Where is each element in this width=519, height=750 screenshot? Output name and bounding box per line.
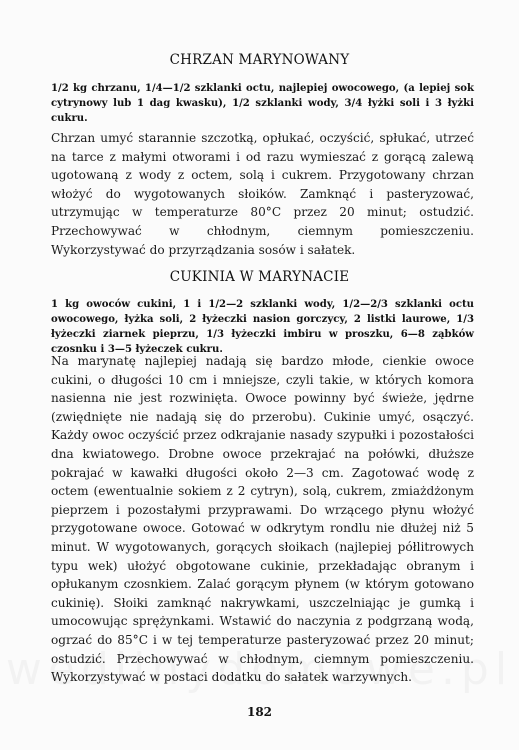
- recipe-ingredients: 1/2 kg chrzanu, 1/4—1/2 szklanki octu, najlepiej owocowego, (a lepiej sok cytrynowy lub 1 dag kwasku), 1/2 szklanki wody, 3/4 łyżki soli i 3 łyżki cukru.: [51, 83, 474, 124]
- recipe-ingredients: 1 kg owoców cukini, 1 i 1/2—2 szklanki wody, 1/2—2/3 szklanki octu owocowego, łyżka soli, 2 łyżeczki nasion gorczycy, 2 listki laurowe, 1/3 łyżeczki ziarnek pieprzu, 1/3 łyżeczki imbiru w proszku, 6—8 ząbków czosnku i 3—5 łyżeczek cukru.: [51, 299, 474, 355]
- recipe-instructions: Chrzan umyć starannie szczotką, opłukać, oczyścić, spłukać, utrzeć na tarce z małymi otworami i od razu wymieszać z gorącą zalewą ugotowaną z wody z octem, solą i cukrem. Przygotowany chrzan włożyć do wygotowanych słoików. Zamknąć i pasteryzować, utrzymując w temperaturze 80°C przez 20 minut; ostudzić. Przechowywać w chłodnym, ciemnym pomieszczeniu. Wykorzystywać do przyrządzania sosów i sałatek.: [51, 131, 474, 257]
- recipe-instructions: Na marynatę najlepiej nadają się bardzo młode, cienkie owoce cukini, o długości 10 cm i mniejsze, czyli takie, w których komora nasienna nie jest rozwinięta. Owoce powinny być świeże, jędrne (zwiędnięte nie nadają się do przerobu). Cukinie umyć, osączyć. Każdy owoc oczyścić przez odkrajanie nasady szypułki i pozostałości dna kwiatowego. Drobne owoce przekrajać na połówki, dłuższe pokrajać w kawałki długości około 2—3 cm. Zagotować wodę z octem (ewentualnie sokiem z 2 cytryn), solą, cukrem, zmiażdżonym pieprzem i pozostałymi przyprawami. Do wrzącego płynu włożyć przygotowane owoce. Gotować w odkrytym rondlu nie dłużej niż 5 minut. W wygotowanych, gorących słoikach (najlepiej półlitrowych typu wek) ułożyć obgotowane cukinie, przekładając obranym i opłukanym czosnkiem. Zalać gorącym płynem (w którym gotowano cukinię). Słoiki zamknąć nakrywkami, uszczelniając je gumką i umocowując sprężynkami. Wstawić do naczynia z podgrzaną wodą, ogrzać do 85°C i w tej temperaturze pasteryzować przez 20 minut; ostudzić. Przechowywać w chłodnym, ciemnym pomieszczeniu. Wykorzystywać w postaci dodatku do sałatek warzywnych.: [51, 354, 474, 685]
- page-number: 182: [246, 705, 273, 719]
- recipe-title: CUKINIA W MARYNACIE: [169, 269, 350, 285]
- recipe-title: CHRZAN MARYNOWANY: [169, 52, 350, 68]
